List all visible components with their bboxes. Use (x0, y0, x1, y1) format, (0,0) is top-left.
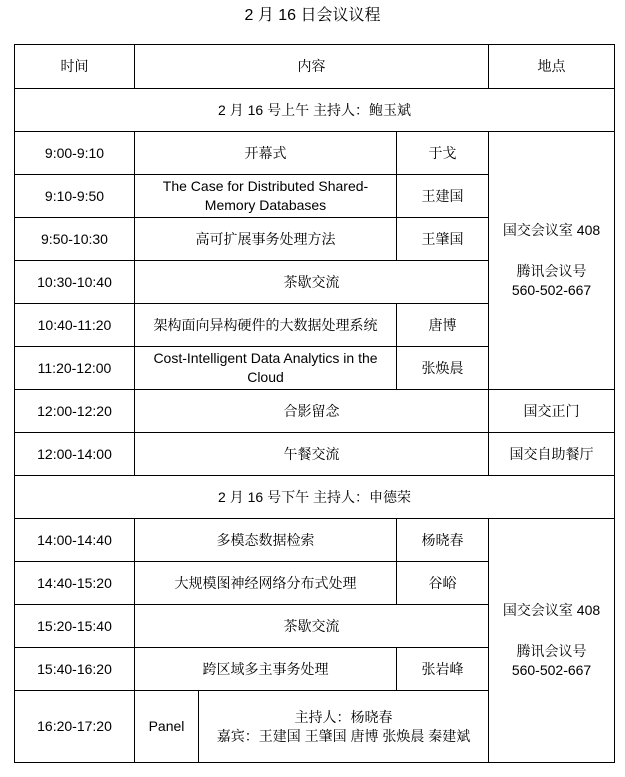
speaker-cell: 王肇国 (397, 218, 489, 261)
title-cell: Cost-Intelligent Data Analytics in the Cloud (135, 347, 397, 390)
document-title: 2 月 16 日会议议程 (244, 7, 381, 24)
location-room: 国交会议室 408 (502, 222, 601, 238)
time-cell: 14:40-15:20 (15, 562, 135, 605)
location-meeting-label: 腾讯会议号 (516, 643, 587, 659)
agenda-table (14, 44, 615, 763)
time-cell: 10:30-10:40 (15, 261, 135, 304)
morning-location-cell (489, 132, 615, 390)
title-cell: 茶歇交流 (135, 261, 489, 304)
time-cell: 10:40-11:20 (15, 304, 135, 347)
time-cell: 9:10-9:50 (15, 175, 135, 218)
time-cell: 15:40-16:20 (15, 648, 135, 691)
location-meeting-label: 腾讯会议号 (516, 263, 587, 279)
title-cell: 大规模图神经网络分布式处理 (135, 562, 397, 605)
title-cell: The Case for Distributed Shared-Memory Databases (135, 175, 397, 218)
location-room: 国交会议室 408 (502, 602, 601, 618)
afternoon-location-cell (489, 519, 615, 763)
panel-format-cell: Panel (135, 691, 199, 763)
speaker-cell: 王建国 (397, 175, 489, 218)
location-meeting-id: 560-502-667 (511, 662, 592, 678)
time-cell: 9:00-9:10 (15, 132, 135, 175)
speaker-cell: 谷峪 (397, 562, 489, 605)
speaker-cell: 于戈 (397, 132, 489, 175)
title-cell: 跨区域多主事务处理 (135, 648, 397, 691)
speaker-cell: 杨晓春 (397, 519, 489, 562)
table-row (15, 519, 615, 562)
panel-host: 主持人：杨晓春 (294, 708, 393, 725)
title-cell: 高可扩展事务处理方法 (135, 218, 397, 261)
time-cell: 15:20-15:40 (15, 605, 135, 648)
time-cell: 11:20-12:00 (15, 347, 135, 390)
speaker-cell: 张岩峰 (397, 648, 489, 691)
location-cell: 国交自助餐厅 (489, 433, 615, 476)
time-cell: 12:00-12:20 (15, 390, 135, 433)
table-row (15, 390, 615, 433)
time-cell: 16:20-17:20 (15, 691, 135, 763)
header-row (15, 45, 615, 89)
time-cell: 12:00-14:00 (15, 433, 135, 476)
header-content: 内容 (135, 45, 489, 89)
session-afternoon-label: 2 月 16 号下午 主持人：申德荣 (15, 476, 615, 519)
time-cell: 14:00-14:40 (15, 519, 135, 562)
title-cell: 架构面向异构硬件的大数据处理系统 (135, 304, 397, 347)
time-cell: 9:50-10:30 (15, 218, 135, 261)
title-cell: 午餐交流 (135, 433, 489, 476)
session-morning-label: 2 月 16 号上午 主持人：鲍玉斌 (15, 89, 615, 132)
table-row (15, 433, 615, 476)
panel-guests: 嘉宾：王建国 王肇国 唐博 张焕晨 秦建斌 (216, 727, 471, 744)
panel-detail-cell (199, 691, 489, 763)
title-cell: 合影留念 (135, 390, 489, 433)
session-row-morning (15, 89, 615, 132)
header-location: 地点 (489, 45, 615, 89)
title-cell: 茶歇交流 (135, 605, 489, 648)
speaker-cell: 张焕晨 (397, 347, 489, 390)
title-cell: 多模态数据检索 (135, 519, 397, 562)
table-row (15, 132, 615, 175)
location-cell: 国交正门 (489, 390, 615, 433)
session-row-afternoon (15, 476, 615, 519)
location-meeting-id: 560-502-667 (511, 282, 592, 298)
speaker-cell: 唐博 (397, 304, 489, 347)
header-time: 时间 (15, 45, 135, 89)
title-cell: 开幕式 (135, 132, 397, 175)
